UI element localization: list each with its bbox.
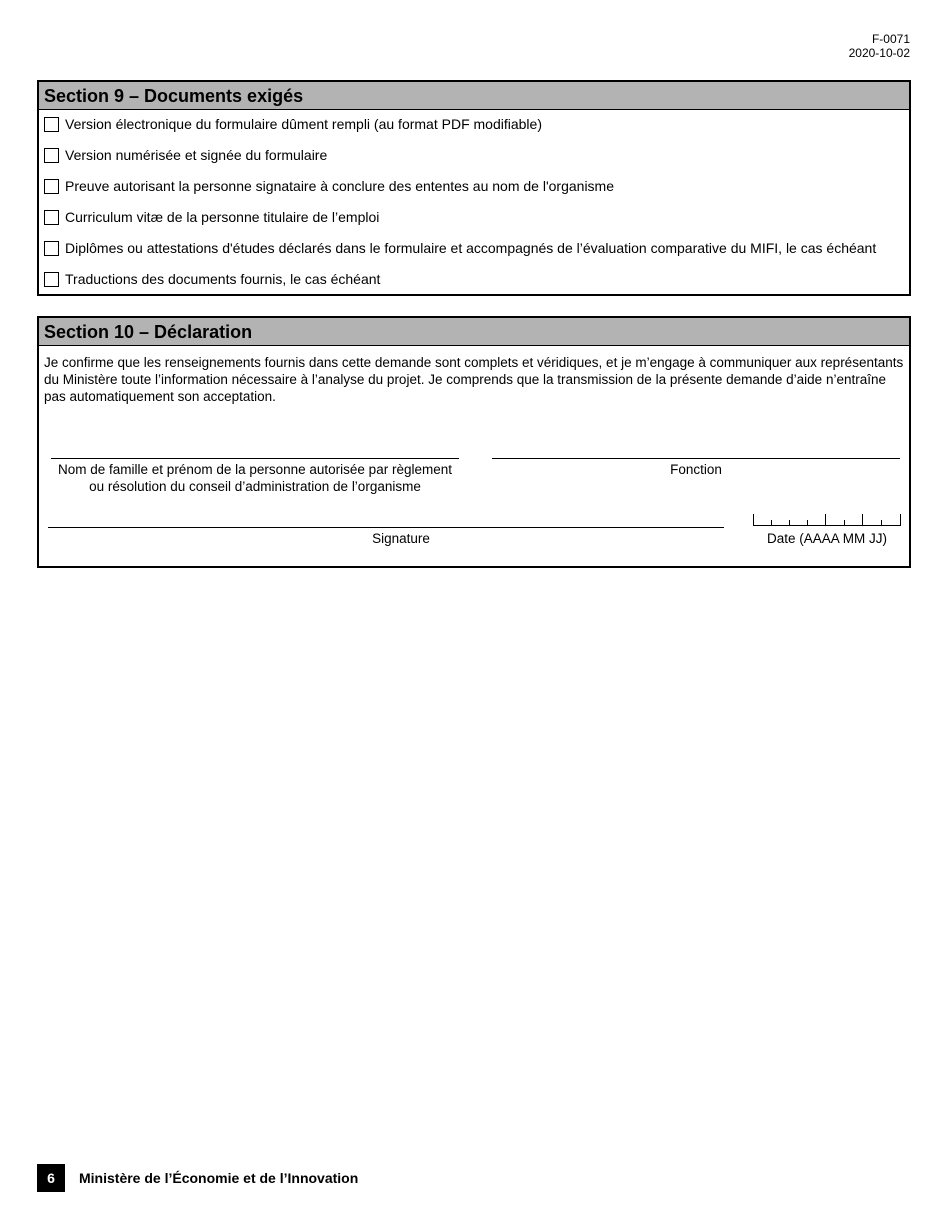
page-number: 6 (37, 1164, 65, 1192)
checkbox[interactable] (44, 272, 59, 287)
checklist-item[interactable] (44, 116, 542, 132)
checkbox[interactable] (44, 179, 59, 194)
name-signature-line[interactable] (51, 458, 459, 459)
checklist-item[interactable] (44, 178, 614, 194)
date-label: Date (AAAA MM JJ) (766, 531, 888, 546)
form-code: F-0071 (871, 32, 910, 46)
checklist-item-label: Preuve autorisant la personne signataire à conclure des ententes au nom de l'organisme (65, 178, 615, 194)
section-9-title: Section 9 – Documents exigés (39, 82, 909, 110)
function-line[interactable] (492, 458, 900, 459)
checklist-item[interactable] (44, 147, 327, 163)
checkbox[interactable] (44, 148, 59, 163)
name-label-line2: ou résolution du conseil d’administration de l’organisme (89, 479, 421, 494)
name-label-line1: Nom de famille et prénom de la personne autorisée par règlement (58, 462, 452, 477)
checkbox[interactable] (44, 241, 59, 256)
checklist-item-label: Traductions des documents fournis, le cas échéant (65, 271, 381, 287)
checkbox[interactable] (44, 210, 59, 225)
form-date: 2020-10-02 (848, 46, 910, 60)
checklist-item-label: Version numérisée et signée du formulaire (65, 147, 328, 163)
checklist-item[interactable] (44, 209, 379, 225)
section-10-title: Section 10 – Déclaration (39, 318, 909, 346)
checklist-item-label: Version électronique du formulaire dûment rempli (au format PDF modifiable) (65, 116, 542, 132)
name-label (51, 461, 459, 495)
signature-line[interactable] (48, 527, 724, 528)
declaration-text: Je confirme que les renseignements fournis dans cette demande sont complets et véridiques, et je m’engage à communiquer aux représentants du Ministère toute l’information nécessaire à l’analyse du projet. Je comprends que la transmission de la présente demande d’aide n’entraîne pas automatiquement son acceptation. (44, 355, 904, 404)
checklist-item-label: Curriculum vitæ de la personne titulaire de l’emploi (65, 209, 380, 225)
checklist-item-label: Diplômes ou attestations d'études déclarés dans le formulaire et accompagnés de l’évaluation comparative du MIFI, le cas échéant (65, 240, 877, 256)
form-reference (849, 32, 910, 60)
checklist-item[interactable] (44, 271, 380, 287)
checklist-item[interactable] (44, 240, 876, 256)
section-10-declaration (37, 316, 911, 568)
ministry-name: Ministère de l’Économie et de l’Innovation (79, 1170, 359, 1186)
signature-label: Signature (372, 531, 430, 546)
date-field[interactable] (753, 514, 901, 526)
function-label: Fonction (670, 462, 722, 477)
section-9-documents (37, 80, 911, 296)
checkbox[interactable] (44, 117, 59, 132)
page-footer (37, 1164, 358, 1192)
